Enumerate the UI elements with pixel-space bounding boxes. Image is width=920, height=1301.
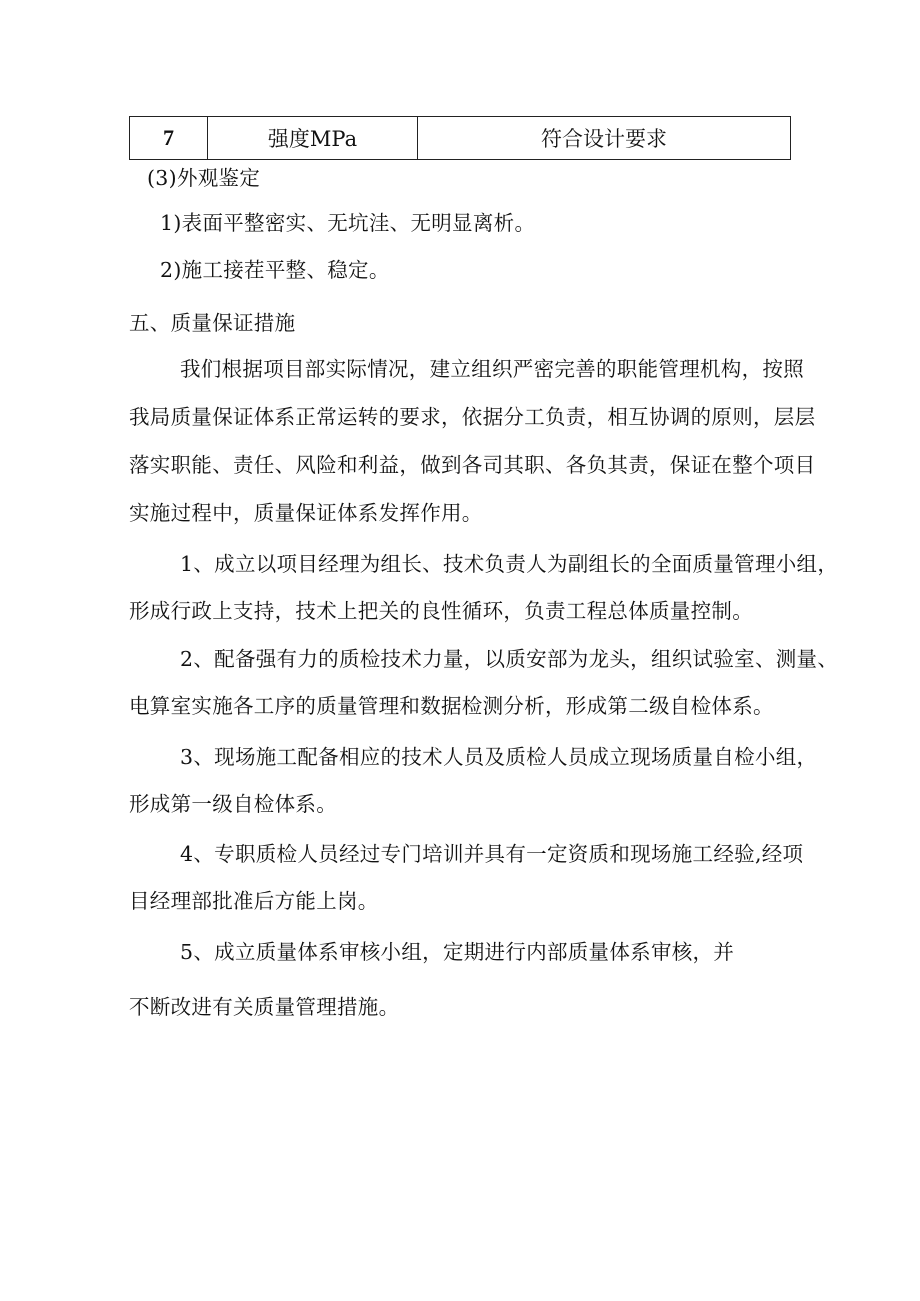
intro-line-4: 实施过程中，质量保证体系发挥作用。 — [129, 501, 483, 525]
para-1-line-1: 1、成立以项目经理为组长、技术负责人为副组长的全面质量管理小组， — [180, 552, 839, 576]
para-2-line-2: 电算室实施各工序的质量管理和数据检测分析，形成第二级自检体系。 — [129, 694, 774, 718]
table-row — [130, 117, 791, 160]
appearance-item-1: 1)表面平整密实、无坑洼、无明显离析。 — [160, 211, 536, 235]
row-requirement: 符合设计要求 — [418, 117, 791, 160]
row-number: 7 — [130, 117, 208, 160]
appearance-item-2: 2)施工接茬平整、稳定。 — [160, 258, 390, 282]
para-3-line-1: 3、现场施工配备相应的技术人员及质检人员成立现场质量自检小组， — [180, 745, 818, 769]
section-heading: 五、质量保证措施 — [129, 311, 296, 335]
para-4-line-2: 目经理部批准后方能上岗。 — [129, 889, 379, 913]
para-4-line-1: 4、专职质检人员经过专门培训并具有一定资质和现场施工经验,经项 — [180, 842, 804, 866]
spec-table — [129, 116, 791, 160]
para-1-line-2: 形成行政上支持，技术上把关的良性循环，负责工程总体质量控制。 — [129, 599, 753, 623]
para-2-line-1: 2、配备强有力的质检技术力量，以质安部为龙头，组织试验室、测量、 — [180, 647, 839, 671]
intro-line-2: 我局质量保证体系正常运转的要求，依据分工负责，相互协调的原则，层层 — [129, 405, 816, 429]
appearance-heading: (3)外观鉴定 — [147, 166, 261, 190]
para-5-line-1: 5、成立质量体系审核小组，定期进行内部质量体系审核，并 — [180, 940, 735, 964]
para-3-line-2: 形成第一级自检体系。 — [129, 792, 337, 816]
intro-line-1: 我们根据项目部实际情况，建立组织严密完善的职能管理机构，按照 — [180, 357, 804, 381]
intro-line-3: 落实职能、责任、风险和利益，做到各司其职、各负其责，保证在整个项目 — [129, 453, 816, 477]
row-item: 强度MPa — [208, 117, 418, 160]
para-5-line-2: 不断改进有关质量管理措施。 — [129, 995, 400, 1019]
